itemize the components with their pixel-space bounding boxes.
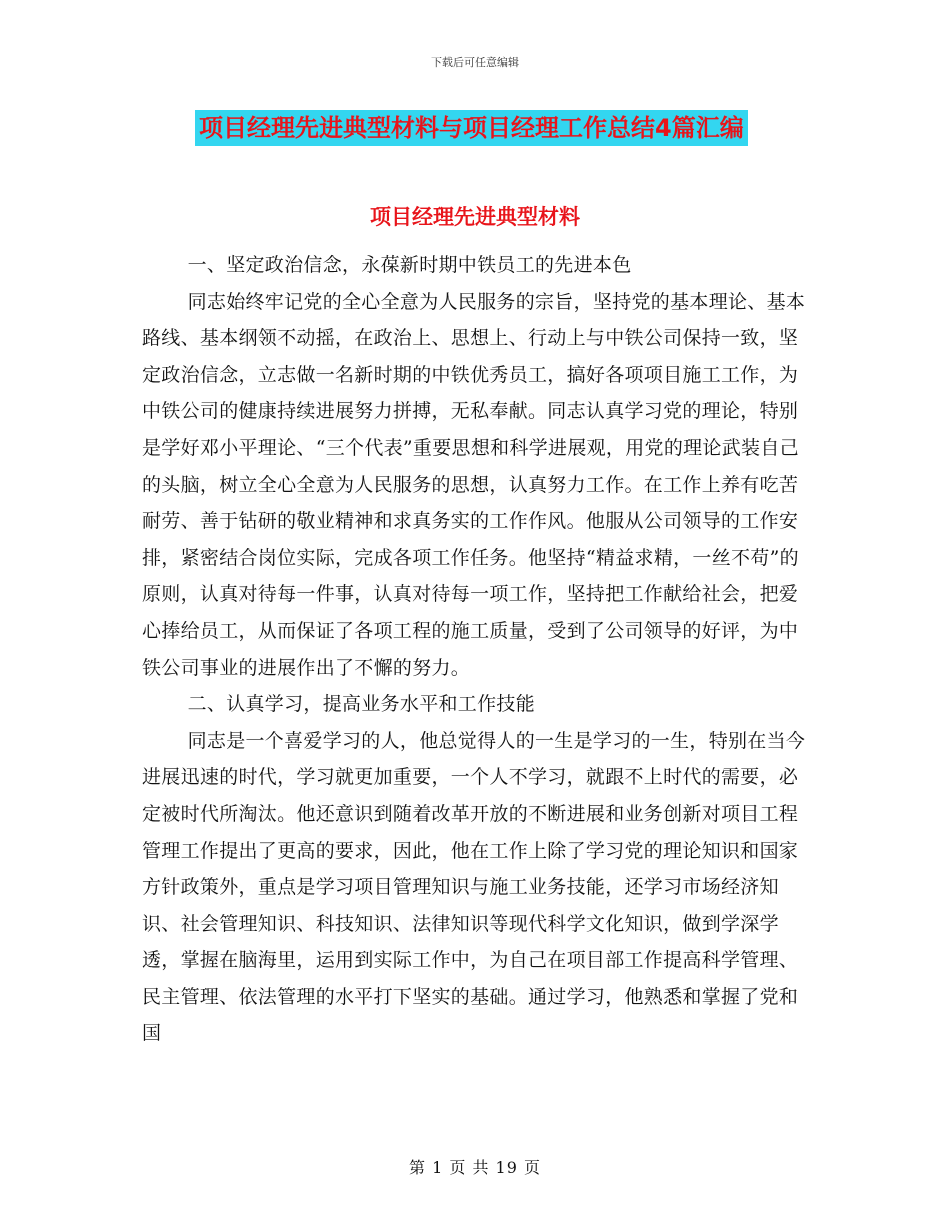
page-footer: 第 1 页 共 19 页 xyxy=(409,1158,541,1177)
body-text xyxy=(142,247,807,1052)
section-title: 项目经理先进典型材料 xyxy=(370,205,580,229)
heading-2: 二、认真学习，提高业务水平和工作技能 xyxy=(187,693,535,716)
paragraph-2: 同志是一个喜爱学习的人，他总觉得人的一生是学习的一生，特别在当今进展迅速的时代，学习就更加重要，一个人不学习，就跟不上时代的需要，必定被时代所淘汰。他还意识到随着改革开放的不断进展和业务创新对项目工程管理工作提出了更高的要求，因此，他在工作上除了学习党的理论知识和国家方针政策外，重点是学习项目管理知识与施工业务技能，还学习市场经济知识、社会管理知识、科技知识、法律知识等现代科学文化知识，做到学深学透，掌握在脑海里，运用到实际工作中，为自己在项目部工作提高科学管理、民主管理、依法管理的水平打下坚实的基础。通过学习，他熟悉和掌握了党和国 xyxy=(142,729,806,1045)
document-title: 项目经理先进典型材料与项目经理工作总结4篇汇编 xyxy=(195,110,748,146)
header-note: 下载后可任意编辑 xyxy=(431,56,519,69)
paragraph-1: 同志始终牢记党的全心全意为人民服务的宗旨，坚持党的基本理论、基本路线、基本纲领不动摇，在政治上、思想上、行动上与中铁公司保持一致，坚定政治信念，立志做一名新时期的中铁优秀员工，搞好各项项目施工工作，为中铁公司的健康持续进展努力拼搏，无私奉献。同志认真学习党的理论，特别是学好邓小平理论、“三个代表”重要思想和科学进展观，用党的理论武装自己的头脑，树立全心全意为人民服务的思想，认真努力工作。在工作上养有吃苦耐劳、善于钻研的敬业精神和求真务实的工作作风。他服从公司领导的工作安排，紧密结合岗位实际，完成各项工作任务。他坚持“精益求精，一丝不苟”的原则，认真对待每一件事，认真对待每一项工作，坚持把工作献给社会，把爱心捧给员工，从而保证了各项工程的施工质量，受到了公司领导的好评，为中铁公司事业的进展作出了不懈的努力。 xyxy=(142,290,806,679)
heading-1: 一、坚定政治信念，永葆新时期中铁员工的先进本色 xyxy=(187,254,632,276)
